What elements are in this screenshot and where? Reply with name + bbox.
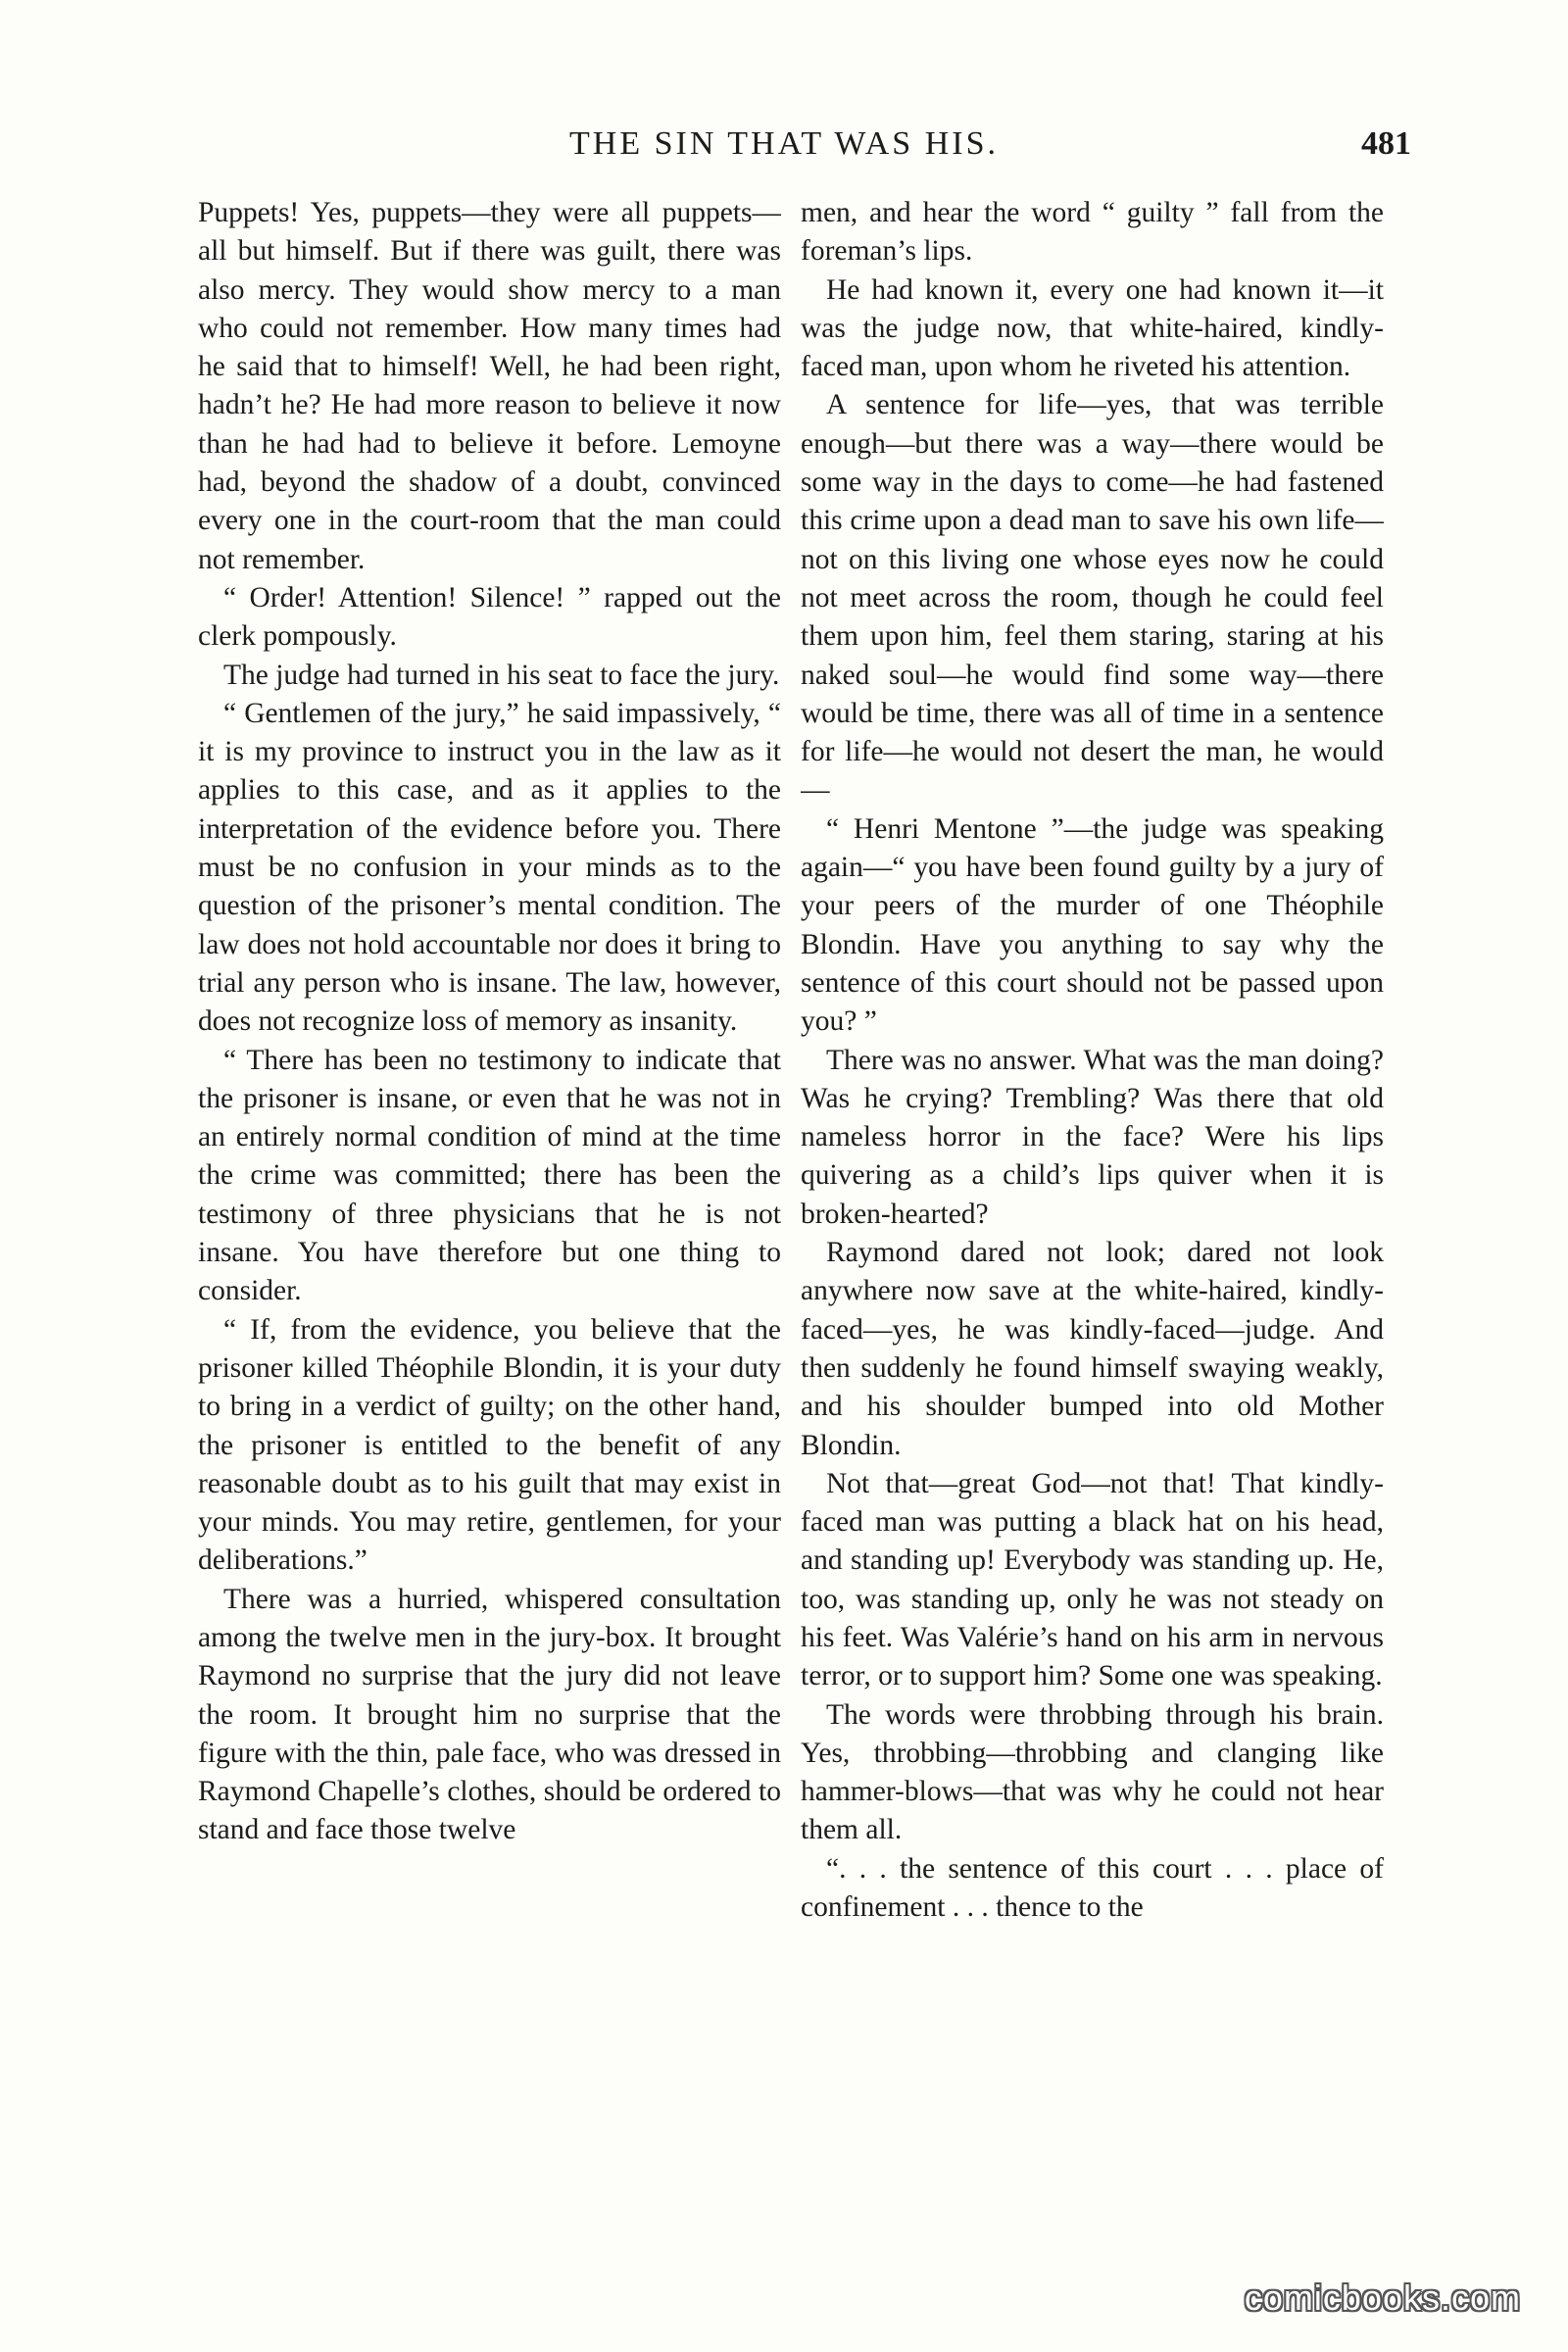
paragraph: There was a hurried, whispered consultation among the twelve men in the jury-box. It brought Raymond no surprise that the jury did not leave the room. It brought him no surprise that the figure with the thin, pale face, who was dressed in Raymond Chapelle’s clothes, should be ordered to stand and face those twelve xyxy=(198,1583,781,1846)
running-title: THE SIN THAT WAS HIS. xyxy=(569,125,999,162)
paragraph: Raymond dared not look; dared not look anywhere now save at the white-haired, kindly-faced—yes, he was kindly-faced—judge. And then suddenly he found himself swaying weakly, and his shoulder bumped into old Mother Blondin. xyxy=(801,1237,1384,1461)
watermark-logo: comicbooks.com xyxy=(1244,2278,1521,2318)
paragraph: “. . . the sentence of this court . . . place of confinement . . . thence to the xyxy=(801,1852,1384,1924)
paragraph: The words were throbbing through his brain. Yes, throbbing—throbbing and clanging like hammer-blows—that was why he could not hear them all. xyxy=(801,1698,1384,1846)
paragraph: He had known it, every one had known it—it was the judge now, that white-haired, kindly-faced man, upon whom he riveted his attention. xyxy=(801,273,1384,383)
paragraph: A sentence for life—yes, that was terrible enough—but there was a way—there would be some way in the days to come—he had fastened this crime upon a dead man to save his own life—not on this living one whose eyes now he could not meet across the room, though he could feel them upon him, feel them staring, staring at his naked soul—he would find some way—there would be time, there was all of time in a sentence for life—he would not desert the man, he would— xyxy=(801,389,1384,807)
page-header xyxy=(0,125,1568,172)
page-number: 481 xyxy=(1361,125,1411,162)
paragraph: “ There has been no testimony to indicate that the prisoner is insane, or even that he was not in an entirely normal condition of mind at the time the crime was committed; there has been the testimony of three physicians that he is not insane. You have therefore but one thing to consider. xyxy=(198,1044,781,1307)
paragraph: “ Gentlemen of the jury,” he said impassively, “ it is my province to instruct you in the law as it applies to this case, and as it applies to the interpretation of the evidence before you. There must be no confusion in your minds as to the question of the prisoner’s mental condition. The law does not hold accountable nor does it bring to trial any person who is insane. The law, however, does not recognize loss of memory as insanity. xyxy=(198,697,781,1038)
paragraph: Puppets! Yes, puppets—they were all puppets—all but himself. But if there was guilt, there was also mercy. They would show mercy to a man who could not remember. How many times had he said that to himself! Well, he had been right, hadn’t he? He had more reason to believe it now than he had had to believe it before. Lemoyne had, beyond the shadow of a doubt, convinced every one in the court-room that the man could not remember. xyxy=(198,197,781,575)
left-column xyxy=(198,194,781,2193)
paragraph: “ If, from the evidence, you believe that the prisoner killed Théophile Blondin, it is your duty to bring in a verdict of guilty; on the other hand, the prisoner is entitled to the benefit of any reasonable doubt as to his guilt that may exist in your minds. You may retire, gentlemen, for your deliberations.” xyxy=(198,1313,781,1577)
paragraph: Not that—great God—not that! That kindly-faced man was putting a black hat on his head, and standing up! Everybody was standing up. He, too, was standing up, only he was not steady on his feet. Was Valérie’s hand on his arm in nervous terror, or to support him? Some one was speaking. xyxy=(801,1467,1384,1692)
paragraph: men, and hear the word “ guilty ” fall from the foreman’s lips. xyxy=(801,197,1384,268)
paragraph: There was no answer. What was the man doing? Was he crying? Trembling? Was there that old nameless horror in the face? Were his lips quivering as a child’s lips quiver when it is broken-hearted? xyxy=(801,1044,1384,1230)
paragraph: “ Henri Mentone ”—the judge was speaking again—“ you have been found guilty by a jury of your peers of the murder of one Théophile Blondin. Have you anything to say why the sentence of this court should not be passed upon you? ” xyxy=(801,812,1384,1038)
right-column xyxy=(801,194,1384,2193)
paragraph: “ Order! Attention! Silence! ” rapped out the clerk pompously. xyxy=(198,581,781,653)
paragraph: The judge had turned in his seat to face the jury. xyxy=(223,659,780,691)
